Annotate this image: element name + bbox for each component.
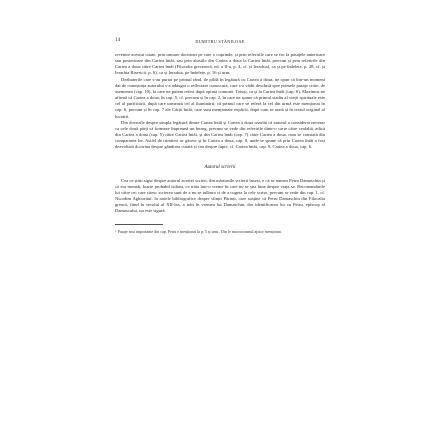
page-number: 14	[115, 38, 121, 43]
running-head	[115, 38, 325, 48]
body-paragraph: Din dovezile despre simpla legătură dintre Cartea întâi și Cartea a doua rezultă că autorul a considerat necesar ca cele două părți să formeze împreună un întreg, precum se vede din referirile dintr-o carte către cealaltă, adică din Cartea a doua (cap. 5) către Cartea întâi, și din Cartea întâi (cap. 7) către Cartea a doua, cum se constată din compararea lor. Astfel de trimiteri se găsesc și în Cartea a doua, cap. 8, unde se spune că prin Cartea întâi a fost dezvoltată doctrina despre gândirea curată și cea despre fapte, cf. Cartea întâi, cap. 9, Cartea a doua, cap. 6.	[115, 119, 325, 150]
section-title: Autorul scrierii	[204, 164, 236, 170]
footnote-mark: 1	[115, 229, 117, 234]
footnote-text: Pasaje mai importante din cap. Petru e menționat la p. 5 și urm., Din le macrocosmul ajutor menționat.	[117, 229, 282, 235]
body-paragraph: revenire acestui citate, prin urmare doctrinei pe care o cuprinde, și prin referirile care se fac la pasajele anterioare sau posterioare din Cartea întâi, sau prin alusiile din Cartea a doua la Cartea întâi, precum și prin referirile din Cartea a doua către Cartea întâi (Filocalia grecească, ed. a II-a, p. 4, cf. și Ierarhia), ca și pe îndelete, p. 28, cf. și Ierarhia Bisericii, p. 6), ca și Ierarhia, pe îndelete, p. 16 și urm.	[115, 52, 325, 76]
running-title: DUMITRU STĂNILOAE	[195, 38, 245, 44]
footnote-rule	[115, 224, 163, 225]
section-spacer	[115, 151, 325, 165]
body-paragraph: Dezbaterile care s-au purtat pe primul rând, de pildă în legătură cu Cartea a doua, ne spun că într-un moment dat de cunoștința autorului s-a adăugat o reflectare cunoscută, care s-a vădit deschisă spre primele pasaje citite, de asemenea (cap. 10), la care ne putem referi după opinia comună. Totuși, ca și la Cartea întâi (cap. 6), Maximus ne afirmă că Cartea a doua, în cap. 5, cf. precum și în cap. 2, în care ne spune că primul stadiu al vieții spirituale este cel al purificării, după care urmează cel al iluminării; că primul care se referă la cel din urmă este menționat în cap. 6, precum și în cap. 7 ale Cărții întâi, care sunt menționate explicit, după cum se arată și în textul original al lucrării.	[115, 76, 325, 119]
section-paragraph: Cea ce știm sigur despre autorul acestei scrieri, din mărturiile scrierii înseși, e că se numea Petru Damaschin și că era monah, foarte probabil isihast, ce trăia într-o vreme în care nu se știa bine despre viața sa. Recomandările lui către cei care citesc scrierea sunt de a nu se tulbura ci de a cugeta la cele scrise, precum se vede din cap. 1, cf. Nicodim Aghioritul, în notele bibliografice despre sfinții Părinți, care susține că Petru Damaschin din Filocalia greacă, fiind în secolul al XII-lea, a trăit în vremea lui Damaschin, dar identificarea lui cu Petru, episcop al Damascului, nu este sigură.	[115, 177, 325, 214]
footnote	[115, 229, 325, 234]
